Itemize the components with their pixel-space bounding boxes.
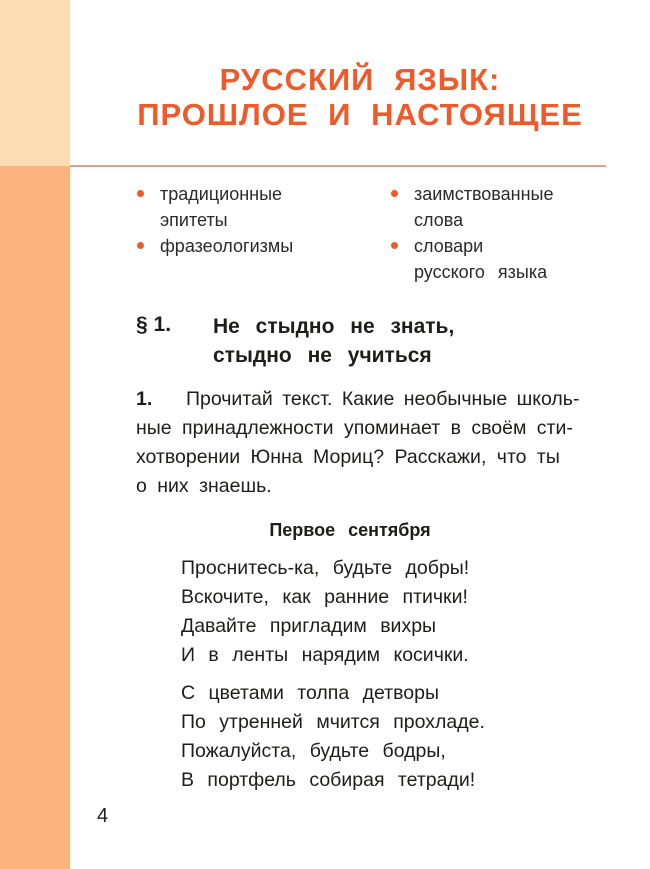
poem-line: Вскочите, как ранние птички! xyxy=(181,586,468,608)
poem-line: И в ленты нарядим косички. xyxy=(181,644,469,666)
keyword-text: эпитеты xyxy=(160,210,228,230)
margin-strip-light xyxy=(0,0,70,166)
task-text-line: Прочитай текст. Какие необычные школь- xyxy=(186,388,580,410)
keyword-text: слова xyxy=(414,210,464,230)
bullet-icon xyxy=(391,242,398,249)
keyword-text: традиционные xyxy=(160,184,283,204)
keyword-item xyxy=(414,233,547,285)
section-title-line1: Не стыдно не знать, xyxy=(213,315,455,338)
header-divider xyxy=(70,165,606,167)
poem-title: Первое сентября xyxy=(269,520,431,540)
poem-line: Проснитесь-ка, будьте добры! xyxy=(181,557,470,579)
keyword-item xyxy=(160,181,282,233)
bullet-icon xyxy=(391,190,398,197)
bullet-icon xyxy=(137,190,144,197)
section-title-line2: стыдно не учиться xyxy=(213,344,432,367)
keyword-text: русского языка xyxy=(414,262,548,282)
keyword-text: фразеологизмы xyxy=(160,236,294,256)
chapter-title-line1: РУССКИЙ ЯЗЫК: xyxy=(219,62,501,97)
task-number: 1. xyxy=(136,388,153,410)
chapter-title-line2: ПРОШЛОЕ И НАСТОЯЩЕЕ xyxy=(137,97,583,132)
task-text-line: о них знаешь. xyxy=(136,475,272,497)
poem-line: В портфель собирая тетради! xyxy=(181,769,476,791)
bullet-icon xyxy=(137,242,144,249)
keyword-text: словари xyxy=(414,236,484,256)
keyword-item xyxy=(414,181,554,233)
page-number: 4 xyxy=(97,805,109,827)
poem-line: Давайте пригладим вихры xyxy=(181,615,437,637)
task-text-line: ные принадлежности упоминает в своём сти- xyxy=(136,417,573,439)
keyword-text: заимствованные xyxy=(414,184,554,204)
poem-line: Пожалуйста, будьте бодры, xyxy=(181,740,446,762)
task-text-line: хотворении Юнна Мориц? Расскажи, что ты xyxy=(136,446,560,468)
poem-line: По утренней мчится прохладе. xyxy=(181,711,485,733)
keyword-item xyxy=(160,233,293,259)
margin-strip-dark xyxy=(0,166,70,869)
section-number: § 1. xyxy=(136,313,172,336)
poem-line: С цветами толпа детворы xyxy=(181,682,439,704)
